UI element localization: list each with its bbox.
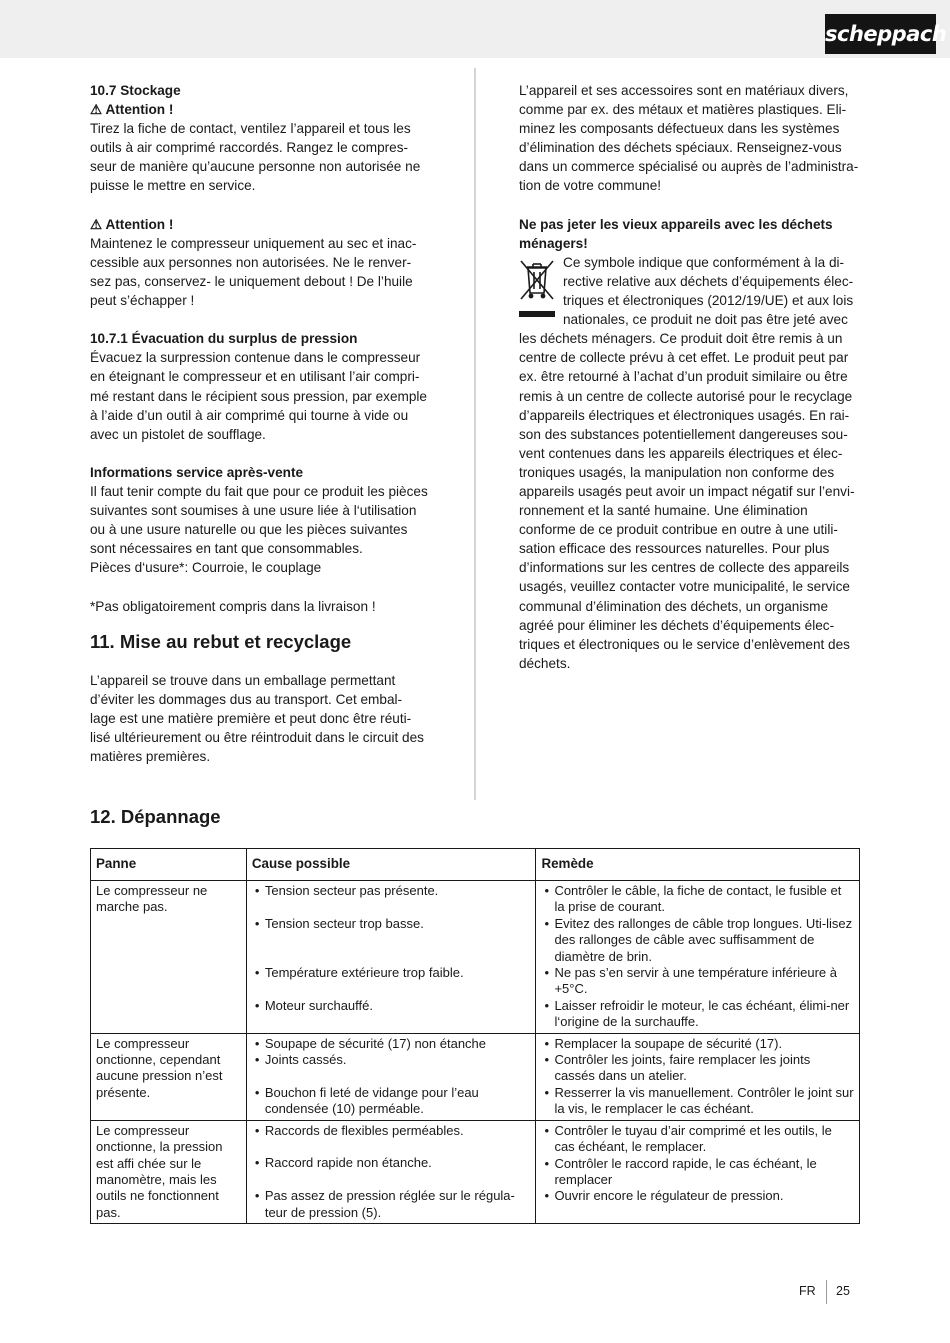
- attention-warning-1: ⚠ Attention !: [90, 102, 174, 118]
- remede-item: • Ne pas s’en servir à une température inférieure à +5°C.: [541, 965, 854, 998]
- panne-cell: Le compresseur onctionne, la pression est affi chée sur le manomètre, mais les outils ne fonctionnent pas.: [91, 1120, 247, 1223]
- cause-spacer: [252, 1068, 531, 1084]
- remede-item: • Laisser refroidir le moteur, le cas échéant, élimi-ner l‘origine de la surchauffe.: [541, 998, 854, 1031]
- section-11-title: 11. Mise au rebut et recyclage: [90, 630, 352, 652]
- cause-item: • Tension secteur pas présente.: [252, 883, 531, 899]
- section-10-7-title: 10.7 Stockage: [90, 83, 181, 98]
- table-header-row: [91, 849, 860, 881]
- service-info-text: Il faut tenir compte du fait que pour ce produit les pièces suivantes sont soumises à une usure liée à l‘utilisation ou à une usure naturelle ou que les pièces suivantes sont nécessaires en tant que consommables.: [90, 483, 428, 557]
- table-row: [91, 1120, 860, 1223]
- attention-2-text: Maintenez le compresseur uniquement au sec et inac- cessible aux personnes non autorisées. Ne le renver- sez pas, conservez- le uniquement debout ! De l’huile peut s’échapper !: [90, 235, 417, 309]
- cause-cell: [246, 1033, 536, 1120]
- cause-item: • Moteur surchauffé.: [252, 998, 531, 1014]
- table-row: [91, 1033, 860, 1120]
- cause-spacer: [252, 1139, 531, 1155]
- header-cause: Cause possible: [246, 849, 536, 881]
- section-12-title: 12. Dépannage: [90, 806, 221, 827]
- remede-item: • Contrôler le câble, la fiche de contact, le fusible et la prise de courant.: [541, 883, 854, 916]
- attention-warning-2: ⚠ Attention !: [90, 216, 174, 232]
- brand-logo: scheppach: [825, 14, 936, 54]
- cause-spacer: [252, 932, 531, 948]
- section-10-7-1-title: 10.7.1 Évacuation du surplus de pression: [90, 331, 358, 347]
- cause-cell: [246, 881, 536, 1034]
- cause-spacer: [252, 949, 531, 965]
- cause-item: • Température extérieure trop faible.: [252, 965, 531, 981]
- section-11-text: L’appareil se trouve dans un emballage permettant d’éviter les dommages dus au transport. Cet embal- lage est une matière première et peut donc être réuti- lisé ultérieurement ou être réintroduit dans le circuit des matières premières.: [90, 672, 424, 764]
- left-column: [90, 81, 430, 766]
- remede-item: • Resserrer la vis manuellement. Contrôler le joint sur la vis, le remplacer le cas échéant.: [541, 1085, 854, 1118]
- panne-cell: Le compresseur ne marche pas.: [91, 881, 247, 1034]
- header-remede: Remède: [536, 849, 860, 881]
- header-band: [0, 0, 950, 58]
- cause-item: • Tension secteur trop basse.: [252, 916, 531, 932]
- header-panne: Panne: [91, 849, 247, 881]
- footer-separator: [826, 1280, 827, 1304]
- weee-title: Ne pas jeter les vieux appareils avec les déchets ménagers!: [519, 216, 833, 251]
- section-10-7-1-text: Évacuez la surpression contenue dans le compresseur en éteignant le compresseur et en utilisant l’air compri- mé restant dans le récipient sous pression, par exemple à l’aide d’un outil à air comprimé qui tourne à vide ou avec un pistolet de soufflage.: [90, 350, 427, 442]
- attention-1-text: Tirez la fiche de contact, ventilez l’appareil et tous les outils à air comprimé raccordés. Rangez le compres- seur de manière qu’aucune personne non autorisée ne puisse le mettre en service.: [90, 121, 421, 194]
- troubleshooting-table: [90, 848, 860, 1224]
- cause-item: • Raccords de flexibles perméables.: [252, 1123, 531, 1139]
- panne-cell: Le compresseur onctionne, cependant aucune pression n’est présente.: [91, 1033, 247, 1120]
- delivery-note: *Pas obligatoirement compris dans la livraison !: [90, 598, 376, 614]
- cause-item: • Bouchon fi leté de vidange pour l’eau condensée (10) perméable.: [252, 1085, 531, 1118]
- weee-block: [519, 253, 860, 329]
- remede-item: • Contrôler le tuyau d’air comprimé et les outils, le cas échéant, le remplacer.: [541, 1123, 854, 1156]
- cause-spacer: [252, 981, 531, 997]
- remede-item: • Contrôler le raccord rapide, le cas échéant, le remplacer: [541, 1156, 854, 1189]
- wear-parts: Pièces d‘usure*: Courroie, le couplage: [90, 560, 322, 576]
- table-row: [91, 881, 860, 1034]
- service-info-title: Informations service après-vente: [90, 464, 304, 480]
- remede-cell: [536, 881, 860, 1034]
- cause-item: • Soupape de sécurité (17) non étanche: [252, 1036, 531, 1052]
- column-divider: [474, 68, 476, 800]
- cause-cell: [246, 1120, 536, 1223]
- cause-spacer: [252, 1172, 531, 1188]
- weee-text: les déchets ménagers. Ce produit doit être remis à un centre de collecte prévu à cet effet. Le produit peut par ex. être retourné à l’achat d’un produit similaire ou être remis à un centre de collecte autorisé pour le recyclage d’appareils électriques et électroniques usagés. En rai- son des substances potentiellement dangereuses sou- vent contenues dans les appareils électriques et élec- troniques usagés, la manipulation non conforme des appareils usagés peut avoir un impact négatif sur l’envi- ronnement et la santé humaine. Une élimination conforme de ce produit contribue en outre à une utili- sation efficace des ressources naturelles. Pour plus d’informations sur les centres de collecte des appareils usagés, veuillez contacter votre municipalité, le service communal d’élimination des déchets, un organisme agréé pour éliminer les déchets d’équipements élec- triques et électroniques ou le service d’enlèvement des déchets.: [519, 331, 855, 671]
- right-column: [519, 81, 860, 673]
- footer-language: FR: [799, 1284, 816, 1298]
- crossed-out-wheelie-bin-icon: [519, 255, 555, 319]
- remede-item: • Ouvrir encore le régulateur de pression.: [541, 1188, 854, 1204]
- weee-side-text: Ce symbole indique que conformément à la di- rective relative aux déchets d’équipements élec- triques et électroniques (2012/19/UE) et aux lois nationales, ce produit ne doit pas être jeté avec: [563, 254, 854, 328]
- remede-item: • Contrôler les joints, faire remplacer les joints cassés dans un atelier.: [541, 1052, 854, 1085]
- remede-cell: [536, 1120, 860, 1223]
- remede-cell: [536, 1033, 860, 1120]
- cause-item: • Raccord rapide non étanche.: [252, 1155, 531, 1171]
- page-number: 25: [836, 1284, 850, 1298]
- remede-item: • Evitez des rallonges de câble trop longues. Uti-lisez des rallonges de câble avec suffisamment de diamètre de brin.: [541, 916, 854, 965]
- cause-spacer: [252, 899, 531, 915]
- cause-item: • Pas assez de pression réglée sur le régula-teur de pression (5).: [252, 1188, 531, 1221]
- remede-item: • Remplacer la soupape de sécurité (17).: [541, 1036, 854, 1052]
- materials-paragraph: L’appareil et ses accessoires sont en matériaux divers, comme par ex. des métaux et matières plastiques. Eli- minez les composants défectueux dans les systèmes d’élimination des déchets spéciaux. Renseignez-vous dans un commerce spécialisé ou auprès de l’administra- tion de votre commune!: [519, 83, 859, 194]
- cause-item: • Joints cassés.: [252, 1052, 531, 1068]
